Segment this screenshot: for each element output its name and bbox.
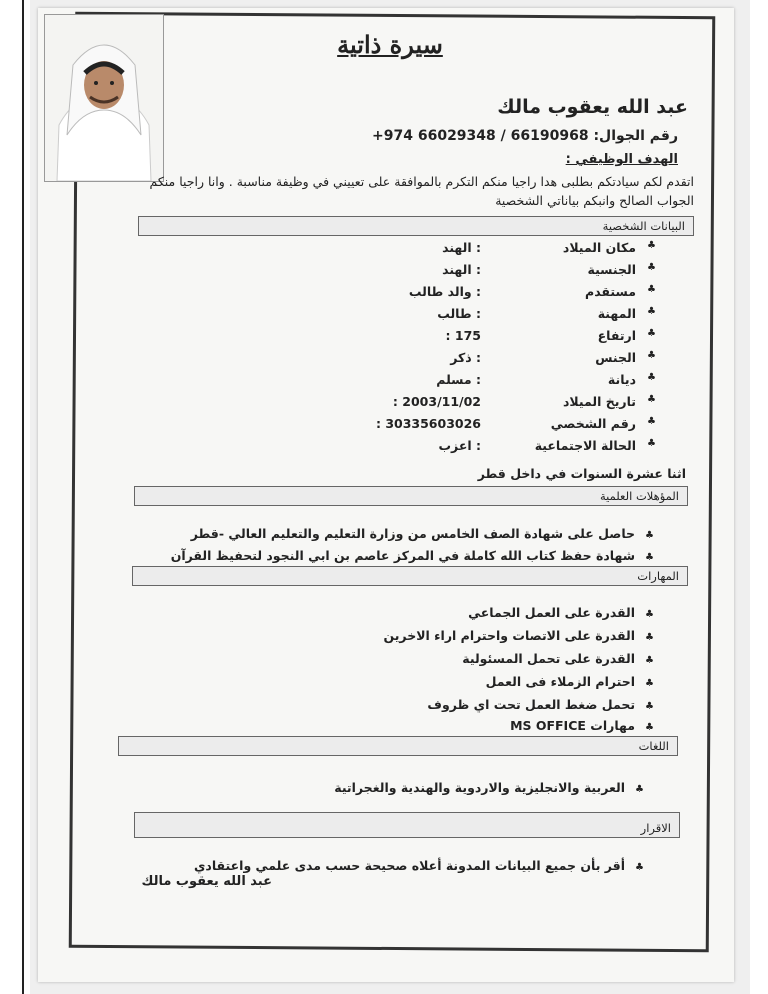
qualification-item: ♣شهادة حفظ كتاب الله كاملة في المركز عاصم بن ابي النجود لتحفيظ القرآن: [170, 548, 654, 563]
mobile-value: +974 66029348 / 66190968: [372, 128, 589, 144]
club-bullet-icon: ♣: [647, 372, 656, 383]
languages-heading: اللغات: [638, 739, 669, 753]
club-bullet-icon: ♣: [647, 328, 656, 339]
objective-heading: الهدف الوظيفي :: [565, 152, 678, 167]
qualification-item: ♣حاصل على شهادة الصف الخامس من وزارة التعليم والتعليم العالي -قطر: [190, 526, 654, 541]
declaration-text: ♣أقر بأن جميع البيانات المدونة أعلاه صحيحة حسب مدى علمي واعتقادي: [193, 858, 644, 873]
club-bullet-icon: ♣: [647, 284, 656, 295]
personal-heading: البيانات الشخصية: [602, 219, 685, 233]
club-bullet-icon: ♣: [647, 394, 656, 405]
club-bullet-icon: ♣: [647, 416, 656, 427]
club-bullet-icon: ♣: [645, 530, 654, 541]
skill-item: ♣مهارات MS OFFICE: [510, 718, 654, 733]
skill-item: ♣القدرة على الاتصات واحترام اراء الاخرين: [383, 628, 654, 643]
residence-note: اثنا عشرة السنوات في داخل قطر: [477, 466, 686, 481]
club-bullet-icon: ♣: [645, 678, 654, 689]
club-bullet-icon: ♣: [645, 632, 654, 643]
section-bar-languages: [118, 736, 678, 756]
language-item: ♣العربية والانجليزية والاردوية والهندية والغجراتية: [334, 780, 644, 795]
declaration-heading: الاقرار: [640, 821, 671, 835]
club-bullet-icon: ♣: [647, 350, 656, 361]
info-row-id-number: ♣ رقم الشخصي 30335603026 :: [375, 416, 656, 431]
skill-item: ♣القدرة على العمل الجماعي: [468, 605, 654, 620]
skills-heading: المهارات: [637, 569, 679, 583]
club-bullet-icon: ♣: [647, 262, 656, 273]
skill-item: ♣القدرة على تحمل المسئولية: [462, 651, 654, 666]
section-bar-qualifications: [134, 486, 688, 506]
section-bar-declaration: [134, 812, 680, 838]
profile-photo: [44, 14, 164, 182]
info-row-nationality: ♣ الجنسية : الهند: [442, 262, 656, 277]
club-bullet-icon: ♣: [645, 609, 654, 620]
club-bullet-icon: ♣: [647, 240, 656, 251]
info-row-birthdate: ♣ تاريخ الميلاد 2003/11/02 :: [392, 394, 656, 409]
info-row-height: ♣ ارتفاع 175 :: [445, 328, 656, 343]
mobile-number: [372, 128, 678, 144]
info-row-profession: ♣ المهنة : طالب: [437, 306, 656, 321]
section-bar-skills: [132, 566, 688, 586]
club-bullet-icon: ♣: [645, 655, 654, 666]
objective-text: اتقدم لكم سيادتكم بطلبى هدا راجيا منكم التكرم بالموافقة على تعييني في وظيفة مناسبة . وانا راجيا منكم الجواب الصالح وانبكم بياناتي الشخصية: [149, 174, 694, 208]
section-bar-personal: [138, 216, 694, 236]
club-bullet-icon: ♣: [647, 306, 656, 317]
page-title: سيرة ذاتية: [337, 30, 443, 59]
club-bullet-icon: ♣: [635, 784, 644, 795]
info-row-gender: ♣ الجنس : ذكر: [450, 350, 656, 365]
club-bullet-icon: ♣: [635, 862, 644, 873]
info-row-sponsor: ♣ مستقدم : والد طالب: [408, 284, 656, 299]
qualifications-heading: المؤهلات العلمية: [599, 489, 679, 503]
club-bullet-icon: ♣: [647, 438, 656, 449]
mobile-label: رقم الجوال:: [593, 128, 678, 144]
info-row-birthplace: ♣ مكان الميلاد : الهند: [442, 240, 656, 255]
info-row-marital-status: ♣ الحالة الاجتماعية : اعزب: [438, 438, 656, 453]
skill-item: ♣احترام الزملاء فى العمل: [485, 674, 654, 689]
skill-item: ♣تحمل ضغط العمل تحت اي ظروف: [427, 697, 654, 712]
signature-name: عبد الله يعقوب مالك: [141, 874, 272, 889]
club-bullet-icon: ♣: [645, 701, 654, 712]
left-edge: [0, 0, 24, 994]
club-bullet-icon: ♣: [645, 552, 654, 563]
person-portrait-icon: [45, 15, 163, 181]
club-bullet-icon: ♣: [645, 722, 654, 733]
info-row-religion: ♣ ديانة : مسلم: [436, 372, 656, 387]
applicant-name: عبد الله يعقوب مالك: [497, 96, 688, 118]
